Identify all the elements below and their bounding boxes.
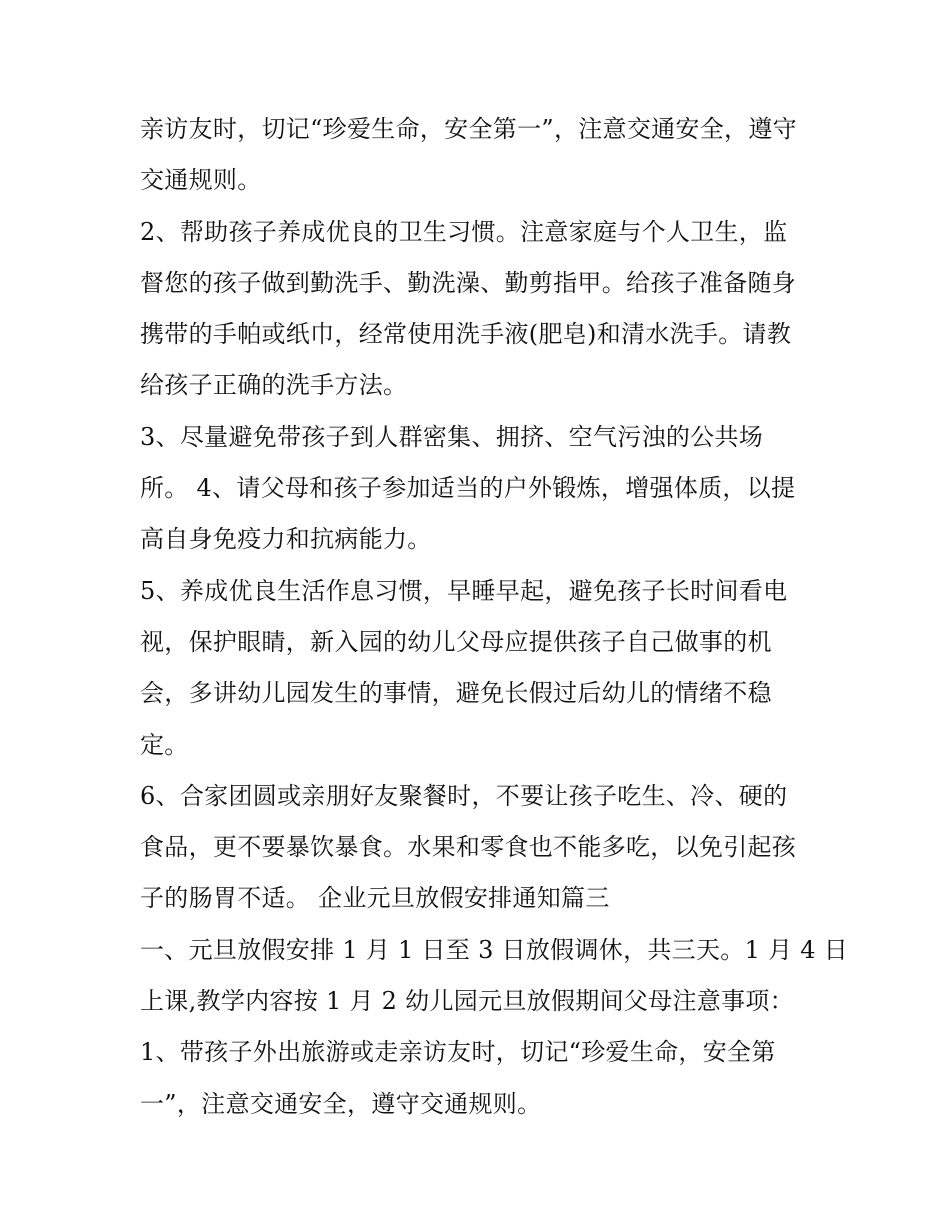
text-line: 一、元旦放假安排 1 月 1 日至 3 日放假调休，共三天。1 月 4 日 bbox=[140, 935, 849, 964]
text-line: 高自身免疫力和抗病能力。 bbox=[140, 525, 432, 554]
text-line: 给孩子正确的洗手方法。 bbox=[140, 371, 408, 400]
text-line: 会，多讲幼儿园发生的事情，避免长假过后幼儿的情绪不稳 bbox=[140, 679, 772, 708]
text-line: 所。 4、请父母和孩子参加适当的户外锻炼，增强体质，以提 bbox=[140, 474, 796, 503]
text-line: 5、养成优良生活作息习惯，早睡早起，避免孩子长时间看电 bbox=[140, 576, 788, 605]
document-body bbox=[140, 104, 849, 1130]
text-line: 6、合家团圆或亲朋好友聚餐时，不要让孩子吃生、冷、硬的 bbox=[140, 781, 788, 810]
text-line: 亲访友时，切记“珍爱生命，安全第一”，注意交通安全，遵守 bbox=[140, 115, 797, 143]
text-line: 2、帮助孩子养成优良的卫生习惯。注意家庭与个人卫生，监 bbox=[140, 217, 788, 246]
text-line: 定。 bbox=[140, 730, 189, 759]
text-line: 上课,教学内容按 1 月 2 幼儿园元旦放假期间父母注意事项： bbox=[140, 987, 794, 1016]
text-line: 携带的手帕或纸巾，经常使用洗手液(肥皂)和清水洗手。请教 bbox=[140, 320, 792, 349]
text-line: 交通规则。 bbox=[140, 166, 262, 195]
text-line: 子的肠胃不适。 企业元旦放假安排通知篇三 bbox=[140, 884, 610, 913]
text-line: 食品，更不要暴饮暴食。水果和零食也不能多吃，以免引起孩 bbox=[140, 833, 797, 862]
text-line: 1、带孩子外出旅游或走亲访友时，切记“珍爱生命，安全第 bbox=[140, 1038, 776, 1067]
text-line: 3、尽量避免带孩子到人群密集、拥挤、空气污浊的公共场 bbox=[140, 422, 764, 451]
text-line: 视，保护眼睛，新入园的幼儿父母应提供孩子自己做事的机 bbox=[140, 627, 772, 656]
text-line: 一”，注意交通安全，遵守交通规则。 bbox=[140, 1089, 542, 1118]
text-line: 督您的孩子做到勤洗手、勤洗澡、勤剪指甲。给孩子准备随身 bbox=[140, 268, 797, 297]
